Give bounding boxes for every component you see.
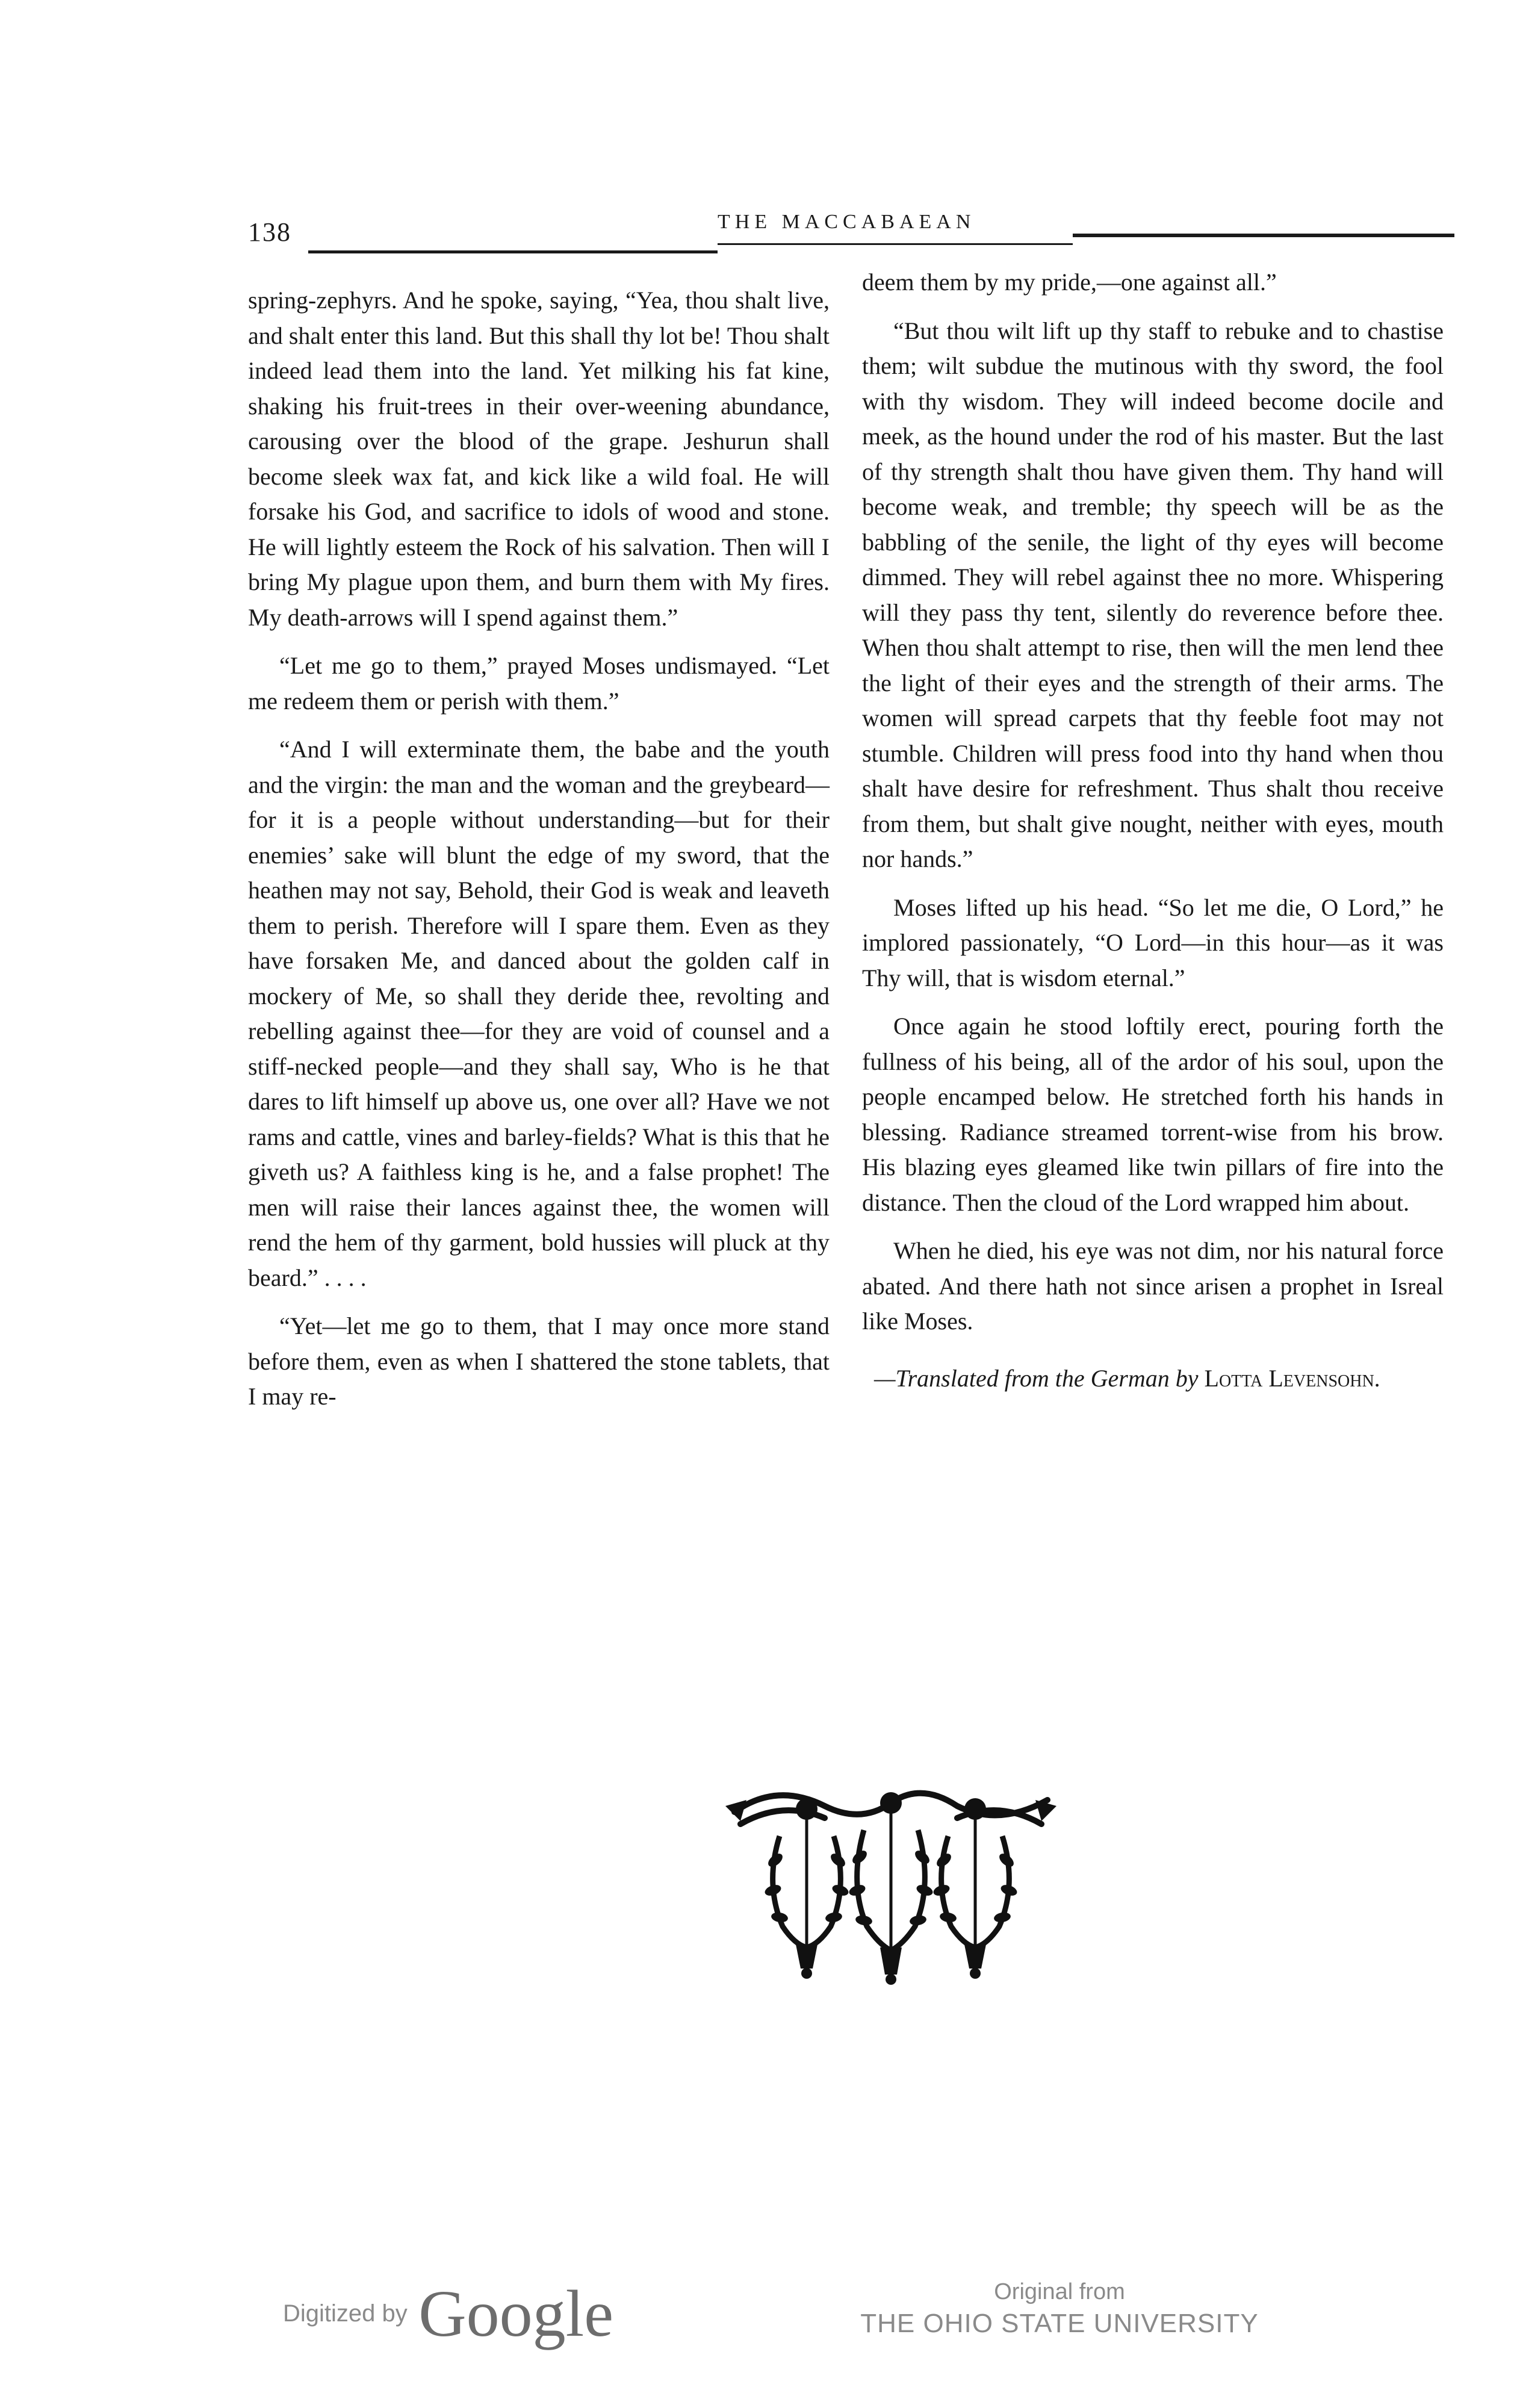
paragraph: “Yet—let me go to them, that I may once more stand before them, even as when I shattered the stone tablets, that I may re-	[248, 1312, 830, 1410]
paragraph: “But thou wilt lift up thy staff to rebuke and to chastise them; wilt subdue the mutinous with thy sword, the fool with thy wisdom. They will indeed become docile and meek, as the hound under the rod of his master. But the last of thy strength shalt thou have given them. Thy hand will become weak, and tremble; thy speech will be as the babbling of the senile, the light of thy eyes will become dimmed. They will rebel against thee no more. Whispering will they pass thy tent, silently do reverence before thee. When thou shalt attempt to rise, then will the men lend thee the light of their eyes and the strength of their arms. The women will spread carpets that thy feeble foot may not stumble. Children will press food into thy hand when thou shalt have desire for refreshment. Thus shalt thou receive from them, but shalt give nought, neither with eyes, mouth nor hands.”	[862, 317, 1444, 872]
paragraph: spring-zephyrs. And he spoke, saying, “Yea, thou shalt live, and shalt enter this land. But this shall thy lot be! Thou shalt indeed lead them into the land. Yet milking his fat kine, shaking his fruit-trees in their over-weening abundance, carousing over the blood of the grape. Jeshurun shall become sleek wax fat, and kick like a wild foal. He will forsake his God, and sacrifice to idols of wood and stone. He will lightly esteem the Rock of his salvation. Then will I bring My plague upon them, and burn them with My fires. My death-arrows will I spend against them.”	[248, 287, 830, 631]
paragraph: Once again he stood loftily erect, pouring forth the fullness of his being, all of the ardor of his soul, upon the people encamped below. He stretched forth his hands in blessing. Radiance streamed torrent-wise from his brow. His blazing eyes gleamed like twin pillars of fire into the distance. Then the cloud of the Lord wrapped him about.	[862, 1013, 1444, 1216]
paragraph: Moses lifted up his head. “So let me die, O Lord,” he implored passionately, “O Lord—in this hour—as it was Thy will, that is wisdom eternal.”	[862, 893, 1444, 991]
original-from-credit	[855, 2277, 1264, 2341]
paragraph: “Let me go to them,” prayed Moses undismayed. “Let me redeem them or perish with them.”	[248, 652, 830, 715]
page-number: 138	[248, 217, 291, 247]
paragraph: When he died, his eye was not dim, nor his natural force abated. And there hath not since arisen a prophet in Isreal like Moses.	[862, 1237, 1444, 1335]
digitized-by-credit	[283, 2276, 613, 2348]
original-from-label: Original from	[994, 2279, 1125, 2304]
wreath-ribbon-ornament-icon	[722, 1776, 1059, 1993]
paragraph: “And I will exterminate them, the babe and the youth and the virgin: the man and the woman and the greybeard—for it is a people without understanding—but for their enemies’ sake will blunt the edge of my sword, that the heathen may not say, Behold, their God is weak and leaveth them to perish. Therefore will I spare them. Even as they have forsaken Me, and danced about the golden calf in mockery of Me, so shall they deride thee, revolting and rebelling against thee—for they are void of counsel and a stiff-necked people—and they shall say, Who is he that dares to lift himself up above us, one over all? Have we not rams and cattle, vines and barley-fields? What is this that he giveth us? A faithless king is he, and a false prophet! The men will raise their lances against thee, the women will rend the hem of thy garment, bold hussies will pluck at thy beard.” . . . .	[248, 736, 830, 1291]
google-logo: Google	[418, 2277, 614, 2350]
header-rule	[718, 243, 1073, 245]
right-column	[862, 265, 1444, 1409]
header-rule	[308, 250, 718, 253]
page-header	[248, 211, 1454, 259]
institution-name: THE OHIO STATE UNIVERSITY	[860, 2309, 1259, 2338]
header-rule	[1073, 234, 1454, 237]
paragraph: deem them by my pride,—one against all.”	[862, 268, 1277, 296]
translator-lead: —Translated from the German by	[874, 1364, 1199, 1392]
digitized-label: Digitized by	[283, 2300, 408, 2327]
running-title: THE MACCABAEAN	[718, 211, 976, 233]
translator-credit	[862, 1361, 1444, 1397]
translator-name: Lotta Levensohn.	[1204, 1364, 1380, 1392]
left-column	[248, 283, 830, 1428]
